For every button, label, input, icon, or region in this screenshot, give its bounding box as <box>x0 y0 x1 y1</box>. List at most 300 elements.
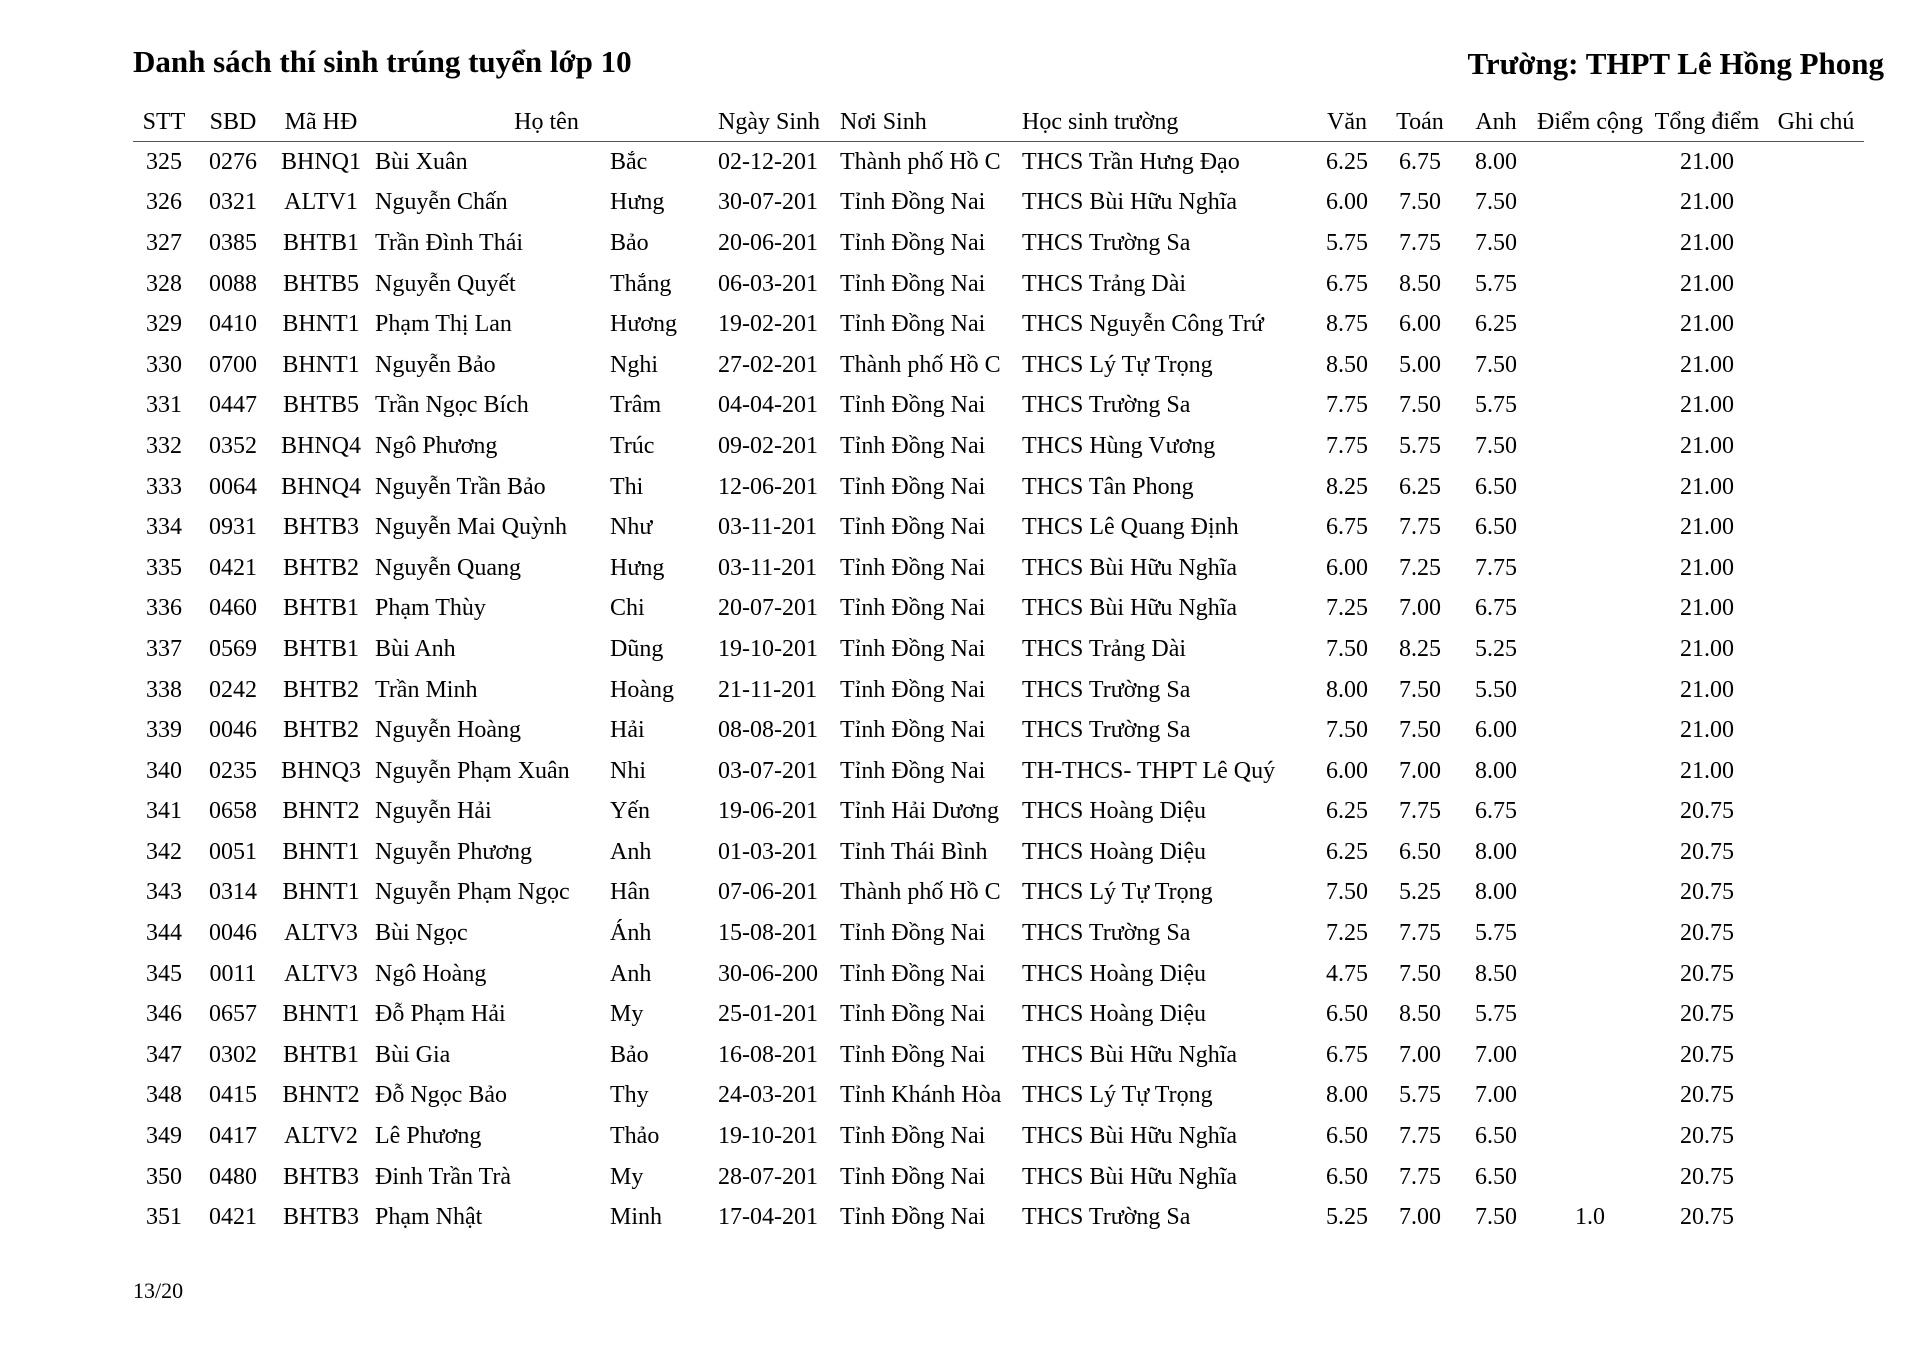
cell-ma-hd: ALTV1 <box>284 189 358 216</box>
cell-toan: 7.75 <box>1399 920 1441 947</box>
col-header-anh: Anh <box>1458 104 1534 142</box>
cell-toan: 7.75 <box>1399 514 1441 541</box>
cell-hoc-sinh-truong: THCS Nguyễn Công Trứ <box>1022 311 1264 338</box>
cell-ten: Thắng <box>610 270 672 297</box>
cell-tong-diem: 21.00 <box>1680 717 1734 744</box>
cell-sbd: 0046 <box>209 920 257 947</box>
cell-toan: 7.25 <box>1399 554 1441 581</box>
cell-ten: Chi <box>610 595 645 622</box>
cell-noi-sinh: Tỉnh Đồng Nai <box>840 270 986 297</box>
cell-ghi-chu <box>1768 426 1864 467</box>
cell-sbd: 0276 <box>209 148 257 175</box>
cell-ghi-chu <box>1768 507 1864 548</box>
cell-anh: 6.75 <box>1475 595 1517 622</box>
cell-stt: 333 <box>146 473 182 500</box>
cell-ho: Nguyễn Phạm Ngọc <box>375 879 570 906</box>
cell-van: 6.00 <box>1326 554 1368 581</box>
cell-hoc-sinh-truong: THCS Trường Sa <box>1022 392 1191 419</box>
cell-ngay-sinh: 19-06-201 <box>718 798 818 825</box>
cell-stt: 331 <box>146 392 182 419</box>
cell-van: 6.50 <box>1326 1001 1368 1028</box>
cell-sbd: 0235 <box>209 757 257 784</box>
cell-ten: Anh <box>610 838 652 865</box>
cell-anh: 7.50 <box>1475 1204 1517 1231</box>
cell-ma-hd: BHNQ4 <box>280 473 361 500</box>
cell-noi-sinh: Tỉnh Đồng Nai <box>840 473 986 500</box>
cell-van: 7.75 <box>1326 392 1368 419</box>
cell-sbd: 0314 <box>209 879 257 906</box>
cell-sbd: 0064 <box>209 473 257 500</box>
cell-ma-hd: BHTB5 <box>282 270 359 297</box>
table-row <box>133 670 1864 711</box>
cell-ten: Minh <box>610 1204 663 1231</box>
cell-diem-cong <box>1534 548 1646 589</box>
cell-hoc-sinh-truong: THCS Tân Phong <box>1022 473 1194 500</box>
cell-sbd: 0931 <box>209 514 257 541</box>
cell-ho: Phạm Thùy <box>375 595 486 622</box>
cell-ghi-chu <box>1768 1157 1864 1198</box>
school-name: Trường: THPT Lê Hồng Phong <box>1467 46 1884 81</box>
cell-ngay-sinh: 15-08-201 <box>718 920 818 947</box>
cell-stt: 326 <box>146 189 182 216</box>
cell-toan: 7.50 <box>1399 189 1441 216</box>
table-row <box>133 1035 1864 1076</box>
cell-tong-diem: 21.00 <box>1680 473 1734 500</box>
cell-van: 6.25 <box>1326 148 1368 175</box>
cell-ho: Nguyễn Mai Quỳnh <box>375 514 567 541</box>
cell-ma-hd: BHNT1 <box>282 311 360 338</box>
cell-diem-cong <box>1534 913 1646 954</box>
cell-sbd: 0011 <box>209 960 257 987</box>
page-title: Danh sách thí sinh trúng tuyển lớp 10 <box>133 44 632 79</box>
col-header-stt: STT <box>133 104 195 142</box>
cell-ma-hd: BHNT1 <box>282 1001 360 1028</box>
cell-ngay-sinh: 30-07-201 <box>718 189 818 216</box>
cell-noi-sinh: Tỉnh Đồng Nai <box>840 432 986 459</box>
cell-hoc-sinh-truong: THCS Lý Tự Trọng <box>1022 351 1213 378</box>
cell-diem-cong <box>1534 1116 1646 1157</box>
cell-ho: Nguyễn Hải <box>375 798 492 825</box>
cell-stt: 338 <box>146 676 182 703</box>
cell-ten: Thy <box>610 1082 649 1109</box>
col-header-noi-sinh: Nơi Sinh <box>840 104 1022 142</box>
col-header-diem-cong: Điểm cộng <box>1534 104 1646 142</box>
cell-ngay-sinh: 03-07-201 <box>718 757 818 784</box>
cell-ngay-sinh: 24-03-201 <box>718 1082 818 1109</box>
cell-ma-hd: BHTB1 <box>282 229 359 256</box>
cell-van: 6.75 <box>1326 514 1368 541</box>
cell-ma-hd: BHTB2 <box>282 676 359 703</box>
cell-toan: 6.25 <box>1399 473 1441 500</box>
cell-anh: 7.75 <box>1475 554 1517 581</box>
cell-tong-diem: 20.75 <box>1680 1163 1734 1190</box>
cell-ho: Nguyễn Phạm Xuân <box>375 757 570 784</box>
cell-ma-hd: BHNQ1 <box>280 148 361 175</box>
cell-van: 7.25 <box>1326 920 1368 947</box>
cell-noi-sinh: Tỉnh Hải Dương <box>840 798 1000 825</box>
cell-noi-sinh: Tỉnh Đồng Nai <box>840 1001 986 1028</box>
table-row <box>133 629 1864 670</box>
cell-diem-cong <box>1534 873 1646 914</box>
cell-ghi-chu <box>1768 873 1864 914</box>
cell-van: 4.75 <box>1326 960 1368 987</box>
cell-ma-hd: BHTB3 <box>282 1163 359 1190</box>
cell-ma-hd: ALTV2 <box>284 1123 358 1150</box>
col-header-ho-ten: Họ tên <box>371 104 718 142</box>
cell-hoc-sinh-truong: THCS Bùi Hữu Nghĩa <box>1022 189 1238 216</box>
cell-noi-sinh: Tỉnh Đồng Nai <box>840 717 986 744</box>
cell-stt: 339 <box>146 717 182 744</box>
cell-hoc-sinh-truong: THCS Trường Sa <box>1022 920 1191 947</box>
cell-stt: 325 <box>146 148 182 175</box>
cell-tong-diem: 21.00 <box>1680 595 1734 622</box>
cell-tong-diem: 21.00 <box>1680 229 1734 256</box>
cell-diem-cong <box>1534 670 1646 711</box>
cell-stt: 342 <box>146 838 182 865</box>
cell-stt: 335 <box>146 554 182 581</box>
cell-diem-cong <box>1534 1076 1646 1117</box>
cell-stt: 334 <box>146 514 182 541</box>
cell-tong-diem: 20.75 <box>1680 1082 1734 1109</box>
cell-sbd: 0421 <box>209 1204 257 1231</box>
cell-noi-sinh: Tỉnh Đồng Nai <box>840 1123 986 1150</box>
cell-van: 7.50 <box>1326 879 1368 906</box>
cell-ho: Nguyễn Bảo <box>375 351 496 378</box>
cell-toan: 7.00 <box>1399 1041 1441 1068</box>
cell-tong-diem: 21.00 <box>1680 270 1734 297</box>
cell-ma-hd: ALTV3 <box>284 920 358 947</box>
cell-diem-cong <box>1534 954 1646 995</box>
cell-ten: Hưng <box>610 189 665 216</box>
cell-noi-sinh: Tỉnh Đồng Nai <box>840 1163 986 1190</box>
cell-sbd: 0658 <box>209 798 257 825</box>
cell-hoc-sinh-truong: THCS Bùi Hữu Nghĩa <box>1022 1163 1238 1190</box>
cell-anh: 8.00 <box>1475 838 1517 865</box>
cell-stt: 330 <box>146 351 182 378</box>
cell-ghi-chu <box>1768 913 1864 954</box>
cell-stt: 337 <box>146 635 182 662</box>
cell-ngay-sinh: 25-01-201 <box>718 1001 818 1028</box>
cell-toan: 5.25 <box>1399 879 1441 906</box>
cell-stt: 347 <box>146 1041 182 1068</box>
cell-hoc-sinh-truong: THCS Lý Tự Trọng <box>1022 879 1213 906</box>
col-header-sbd: SBD <box>195 104 271 142</box>
cell-ho: Bùi Ngọc <box>375 920 468 947</box>
cell-van: 7.25 <box>1326 595 1368 622</box>
cell-diem-cong <box>1534 710 1646 751</box>
cell-sbd: 0046 <box>209 717 257 744</box>
cell-ghi-chu <box>1768 670 1864 711</box>
cell-ghi-chu <box>1768 710 1864 751</box>
cell-hoc-sinh-truong: THCS Bùi Hữu Nghĩa <box>1022 554 1238 581</box>
cell-ma-hd: BHTB1 <box>282 635 359 662</box>
cell-van: 6.00 <box>1326 189 1368 216</box>
cell-van: 5.75 <box>1326 229 1368 256</box>
cell-ten: Bảo <box>610 1041 649 1068</box>
cell-ho: Nguyễn Quang <box>375 554 521 581</box>
cell-ma-hd: BHTB5 <box>282 392 359 419</box>
cell-anh: 7.50 <box>1475 351 1517 378</box>
cell-ma-hd: BHTB1 <box>282 595 359 622</box>
cell-tong-diem: 21.00 <box>1680 392 1734 419</box>
cell-tong-diem: 21.00 <box>1680 635 1734 662</box>
cell-hoc-sinh-truong: THCS Hoàng Diệu <box>1022 960 1206 987</box>
cell-ngay-sinh: 21-11-201 <box>718 676 818 703</box>
cell-stt: 343 <box>146 879 182 906</box>
cell-anh: 6.25 <box>1475 311 1517 338</box>
table-row <box>133 710 1864 751</box>
table-row <box>133 467 1864 508</box>
cell-ma-hd: BHNT2 <box>282 798 360 825</box>
cell-ngay-sinh: 12-06-201 <box>718 473 818 500</box>
cell-ten: Hải <box>610 717 645 744</box>
cell-ten: Như <box>610 514 653 541</box>
student-table <box>133 104 1864 1238</box>
table-row <box>133 426 1864 467</box>
cell-ten: Yến <box>610 798 650 825</box>
cell-noi-sinh: Tỉnh Đồng Nai <box>840 189 986 216</box>
cell-ho: Đỗ Phạm Hải <box>375 1001 506 1028</box>
cell-anh: 8.50 <box>1475 960 1517 987</box>
cell-noi-sinh: Tỉnh Đồng Nai <box>840 960 986 987</box>
cell-ho: Đỗ Ngọc Bảo <box>375 1082 507 1109</box>
cell-ma-hd: ALTV3 <box>284 960 358 987</box>
cell-ngay-sinh: 27-02-201 <box>718 351 818 378</box>
cell-stt: 327 <box>146 229 182 256</box>
cell-ho: Trần Minh <box>375 676 478 703</box>
cell-anh: 5.75 <box>1475 392 1517 419</box>
cell-sbd: 0302 <box>209 1041 257 1068</box>
cell-stt: 328 <box>146 270 182 297</box>
cell-ho: Phạm Nhật <box>375 1204 483 1231</box>
cell-ma-hd: BHNQ3 <box>280 757 361 784</box>
cell-tong-diem: 20.75 <box>1680 879 1734 906</box>
cell-stt: 348 <box>146 1082 182 1109</box>
cell-hoc-sinh-truong: THCS Trường Sa <box>1022 717 1191 744</box>
cell-van: 6.50 <box>1326 1123 1368 1150</box>
cell-ho: Ngô Phương <box>375 432 498 459</box>
cell-ngay-sinh: 07-06-201 <box>718 879 818 906</box>
cell-toan: 5.00 <box>1399 351 1441 378</box>
cell-ghi-chu <box>1768 548 1864 589</box>
cell-ghi-chu <box>1768 467 1864 508</box>
cell-noi-sinh: Tỉnh Đồng Nai <box>840 676 986 703</box>
cell-ngay-sinh: 28-07-201 <box>718 1163 818 1190</box>
cell-ho: Trần Đình Thái <box>375 229 524 256</box>
cell-ngay-sinh: 20-07-201 <box>718 595 818 622</box>
cell-stt: 346 <box>146 1001 182 1028</box>
cell-ho: Nguyễn Chấn <box>375 189 508 216</box>
cell-ma-hd: BHTB2 <box>282 717 359 744</box>
cell-hoc-sinh-truong: THCS Trường Sa <box>1022 1204 1191 1231</box>
cell-ma-hd: BHNT2 <box>282 1082 360 1109</box>
col-header-van: Văn <box>1312 104 1382 142</box>
page-number: 13/20 <box>133 1278 184 1303</box>
cell-ghi-chu <box>1768 1116 1864 1157</box>
cell-diem-cong <box>1534 386 1646 427</box>
cell-stt: 329 <box>146 311 182 338</box>
table-row <box>133 548 1864 589</box>
cell-sbd: 0242 <box>209 676 257 703</box>
cell-stt: 344 <box>146 920 182 947</box>
cell-ghi-chu <box>1768 1076 1864 1117</box>
cell-ghi-chu <box>1768 183 1864 224</box>
cell-stt: 341 <box>146 798 182 825</box>
cell-hoc-sinh-truong: THCS Hoàng Diệu <box>1022 1001 1206 1028</box>
cell-ma-hd: BHNQ4 <box>280 432 361 459</box>
cell-van: 6.50 <box>1326 1163 1368 1190</box>
cell-anh: 5.50 <box>1475 676 1517 703</box>
cell-anh: 6.50 <box>1475 514 1517 541</box>
table-row <box>133 264 1864 305</box>
cell-noi-sinh: Tỉnh Đồng Nai <box>840 920 986 947</box>
cell-anh: 6.00 <box>1475 717 1517 744</box>
cell-van: 7.50 <box>1326 717 1368 744</box>
cell-toan: 7.00 <box>1399 595 1441 622</box>
cell-ngay-sinh: 30-06-200 <box>718 960 818 987</box>
table-row <box>133 386 1864 427</box>
table-row <box>133 832 1864 873</box>
cell-ghi-chu <box>1768 629 1864 670</box>
cell-ten: Trúc <box>610 432 655 459</box>
table-row <box>133 792 1864 833</box>
cell-sbd: 0321 <box>209 189 257 216</box>
cell-hoc-sinh-truong: THCS Lý Tự Trọng <box>1022 1082 1213 1109</box>
cell-sbd: 0417 <box>209 1123 257 1150</box>
col-header-toan: Toán <box>1382 104 1458 142</box>
cell-tong-diem: 20.75 <box>1680 1123 1734 1150</box>
cell-ghi-chu <box>1768 832 1864 873</box>
cell-sbd: 0569 <box>209 635 257 662</box>
cell-noi-sinh: Tỉnh Khánh Hòa <box>840 1082 1002 1109</box>
cell-ghi-chu <box>1768 142 1864 183</box>
cell-diem-cong: 1.0 <box>1575 1204 1605 1231</box>
table-row <box>133 1116 1864 1157</box>
cell-toan: 8.50 <box>1399 1001 1441 1028</box>
cell-hoc-sinh-truong: THCS Hoàng Diệu <box>1022 798 1206 825</box>
table-row <box>133 913 1864 954</box>
cell-toan: 7.50 <box>1399 960 1441 987</box>
cell-ngay-sinh: 09-02-201 <box>718 432 818 459</box>
cell-tong-diem: 20.75 <box>1680 1041 1734 1068</box>
cell-anh: 7.50 <box>1475 229 1517 256</box>
cell-anh: 8.00 <box>1475 879 1517 906</box>
cell-noi-sinh: Tỉnh Đồng Nai <box>840 514 986 541</box>
cell-ngay-sinh: 19-10-201 <box>718 1123 818 1150</box>
cell-tong-diem: 21.00 <box>1680 311 1734 338</box>
cell-tong-diem: 21.00 <box>1680 554 1734 581</box>
cell-toan: 7.50 <box>1399 676 1441 703</box>
cell-van: 8.00 <box>1326 676 1368 703</box>
cell-hoc-sinh-truong: TH-THCS- THPT Lê Quý <box>1022 757 1276 784</box>
cell-sbd: 0352 <box>209 432 257 459</box>
cell-hoc-sinh-truong: THCS Bùi Hữu Nghĩa <box>1022 1123 1238 1150</box>
cell-ten: Hân <box>610 879 650 906</box>
cell-anh: 6.50 <box>1475 1163 1517 1190</box>
cell-stt: 350 <box>146 1163 182 1190</box>
cell-ngay-sinh: 16-08-201 <box>718 1041 818 1068</box>
cell-diem-cong <box>1534 1035 1646 1076</box>
cell-toan: 7.00 <box>1399 757 1441 784</box>
cell-hoc-sinh-truong: THCS Trường Sa <box>1022 229 1191 256</box>
cell-ma-hd: BHTB3 <box>282 514 359 541</box>
table-header-row <box>133 104 1864 142</box>
cell-diem-cong <box>1534 792 1646 833</box>
cell-ten: Thảo <box>610 1123 660 1150</box>
cell-sbd: 0421 <box>209 554 257 581</box>
cell-hoc-sinh-truong: THCS Lê Quang Định <box>1022 514 1239 541</box>
cell-sbd: 0051 <box>209 838 257 865</box>
cell-ho: Nguyễn Quyết <box>375 270 516 297</box>
cell-diem-cong <box>1534 223 1646 264</box>
cell-ghi-chu <box>1768 386 1864 427</box>
cell-noi-sinh: Tỉnh Đồng Nai <box>840 1204 986 1231</box>
cell-tong-diem: 20.75 <box>1680 960 1734 987</box>
cell-ngay-sinh: 08-08-201 <box>718 717 818 744</box>
cell-ten: Nhi <box>610 757 646 784</box>
cell-ngay-sinh: 04-04-201 <box>718 392 818 419</box>
cell-van: 6.25 <box>1326 838 1368 865</box>
cell-noi-sinh: Tỉnh Đồng Nai <box>840 1041 986 1068</box>
cell-anh: 7.00 <box>1475 1082 1517 1109</box>
cell-ma-hd: BHTB3 <box>282 1204 359 1231</box>
cell-tong-diem: 20.75 <box>1680 1001 1734 1028</box>
table-row <box>133 589 1864 630</box>
cell-toan: 7.75 <box>1399 229 1441 256</box>
cell-van: 6.25 <box>1326 798 1368 825</box>
cell-sbd: 0700 <box>209 351 257 378</box>
cell-ghi-chu <box>1768 751 1864 792</box>
cell-ho: Bùi Anh <box>375 635 456 662</box>
cell-toan: 6.50 <box>1399 838 1441 865</box>
cell-van: 8.75 <box>1326 311 1368 338</box>
cell-toan: 5.75 <box>1399 432 1441 459</box>
cell-diem-cong <box>1534 589 1646 630</box>
cell-ghi-chu <box>1768 304 1864 345</box>
cell-ho: Nguyễn Hoàng <box>375 717 521 744</box>
cell-hoc-sinh-truong: THCS Hùng Vương <box>1022 432 1216 459</box>
table-row <box>133 1076 1864 1117</box>
table-body <box>133 142 1864 1239</box>
cell-tong-diem: 21.00 <box>1680 351 1734 378</box>
cell-ho: Nguyễn Trần Bảo <box>375 473 546 500</box>
cell-hoc-sinh-truong: THCS Bùi Hữu Nghĩa <box>1022 1041 1238 1068</box>
cell-ngay-sinh: 03-11-201 <box>718 554 818 581</box>
cell-ten: Nghi <box>610 351 658 378</box>
cell-toan: 6.00 <box>1399 311 1441 338</box>
table-row <box>133 994 1864 1035</box>
cell-ngay-sinh: 06-03-201 <box>718 270 818 297</box>
cell-sbd: 0657 <box>209 1001 257 1028</box>
cell-toan: 8.25 <box>1399 635 1441 662</box>
cell-ngay-sinh: 19-02-201 <box>718 311 818 338</box>
cell-tong-diem: 20.75 <box>1680 838 1734 865</box>
cell-stt: 340 <box>146 757 182 784</box>
cell-hoc-sinh-truong: THCS Bùi Hữu Nghĩa <box>1022 595 1238 622</box>
cell-ten: My <box>610 1163 644 1190</box>
cell-anh: 7.00 <box>1475 1041 1517 1068</box>
cell-tong-diem: 21.00 <box>1680 189 1734 216</box>
cell-anh: 7.50 <box>1475 432 1517 459</box>
cell-anh: 5.75 <box>1475 1001 1517 1028</box>
cell-ten: Hương <box>610 311 678 338</box>
cell-van: 6.00 <box>1326 757 1368 784</box>
cell-diem-cong <box>1534 142 1646 183</box>
cell-noi-sinh: Thành phố Hồ C <box>840 148 1001 175</box>
cell-van: 8.25 <box>1326 473 1368 500</box>
cell-diem-cong <box>1534 304 1646 345</box>
cell-anh: 7.50 <box>1475 189 1517 216</box>
